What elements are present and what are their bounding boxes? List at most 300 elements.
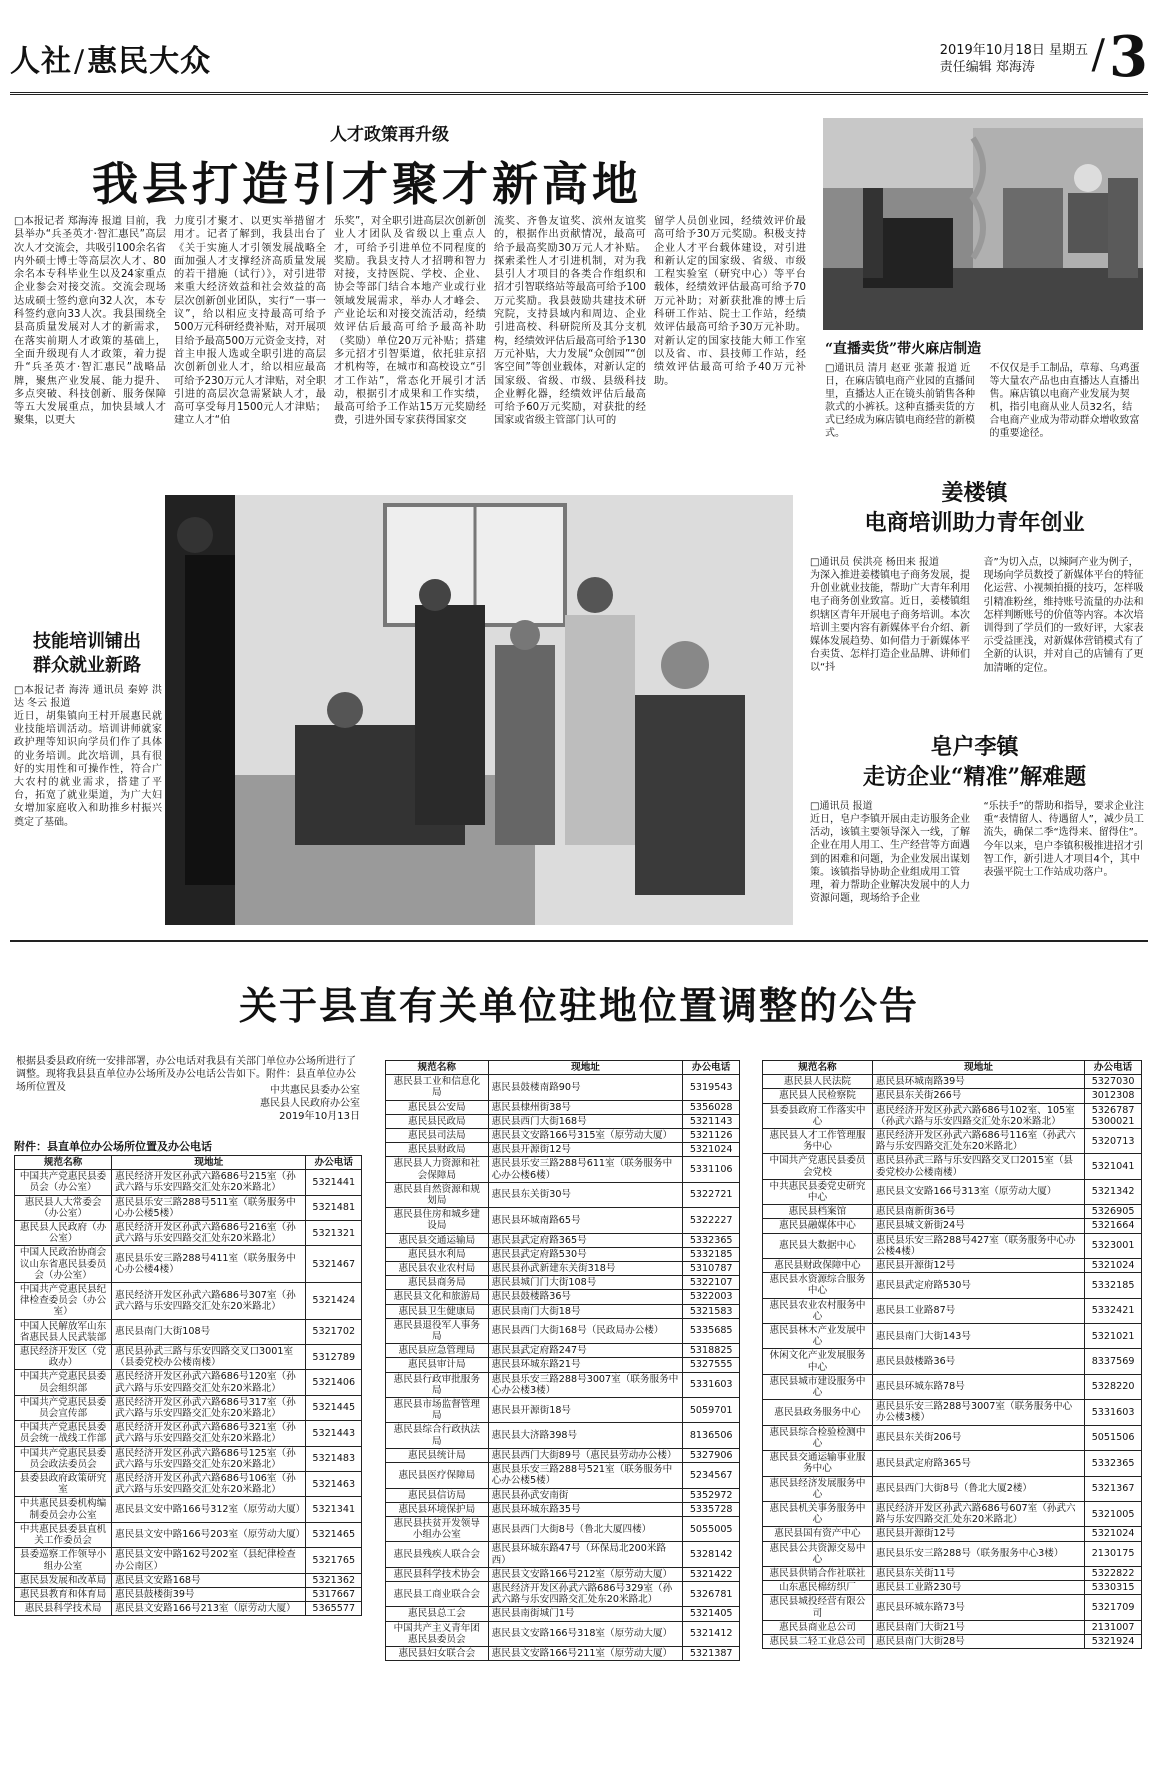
phone-cell: 5320713 <box>1085 1129 1142 1154</box>
unit-name-cell: 惠民县残疾人联合会 <box>386 1542 489 1567</box>
phone-cell: 5321664 <box>1085 1219 1142 1233</box>
zaohu-body <box>810 800 1145 905</box>
table-row <box>386 1646 740 1660</box>
lead-column: 留学人员创业园，经绩效评价最高可给予30万元奖励。积极支持企业人才平台载体建设，对引进和新认定的国家级、省级、市级工程实验室（研究中心）等平台载体，经绩效评估最高可给予70万元补助；对新获批准的博士后科研工作站、院士工作站，经绩效评估最高可给予30万元补助。对新认定的国家技能大师工作室以及省、市、县技师工作站，经绩效评估最高可给予40万元补助。 <box>654 216 806 387</box>
jineng-byline: □本报记者 海涛 通讯员 秦婷 洪达 冬云 报道 <box>14 685 162 709</box>
zaohu-col2: “乐扶手”的帮助和指导，要求企业注重“表情留人、待遇留人”，减少员工流失，确保二季“选得来、留得住”。今年以来，皂户李镇积极推进招才引智工作，新引进人才项目4个，其中表强平院士工作站成功落户。 <box>983 801 1144 879</box>
address-cell: 惠民县孙武安南街 <box>488 1488 683 1502</box>
table-body <box>15 1170 362 1616</box>
table-row <box>15 1370 362 1395</box>
phone-cell: 5321412 <box>683 1621 740 1646</box>
address-cell: 惠民经济开发区孙武六路686号321室（孙武六路与乐安四路交汇处东20米路北） <box>112 1421 306 1446</box>
col-header-phone: 办公电话 <box>306 1156 362 1170</box>
jianglou-col <box>810 556 972 675</box>
table-row <box>15 1587 362 1601</box>
address-cell: 惠民经济开发区孙武六路686号120室（孙武六路与乐安四路交汇处东20米路北） <box>112 1370 306 1395</box>
address-table-3 <box>762 1060 1142 1649</box>
unit-name-cell: 县委巡察工作领导小组办公室 <box>15 1548 112 1573</box>
training-photo <box>165 495 793 925</box>
unit-name-cell: 中国人民解放军山东省惠民县人民武装部 <box>15 1319 112 1344</box>
column-name: 惠民大众 <box>87 44 212 79</box>
address-cell: 惠民县西门大街89号（惠民县劳动办公楼） <box>488 1448 683 1462</box>
phone-cell: 5321143 <box>683 1114 740 1128</box>
jianglou-col2: 音”为切入点，以辣阿产业为例子，现场向学员数授了新媒体平台的特征化运营、小视频拍摄的技巧，怎样吸引精准粉丝，维持账号流量的办法和怎样判断账号的价值等内容。本次培训得到了学员们的一致好评，大家表示受益匪浅，对新媒体营销模式有了全新的认识，并对自己的店铺有了更加清晰的定位。 <box>983 557 1144 674</box>
address-cell: 惠民经济开发区孙武六路686号215室（孙武六路与乐安四路交汇处东20米路北） <box>112 1170 306 1195</box>
livestream-caption: “直播卖货”带火麻店制造 <box>825 341 982 357</box>
phone-cell: 5321024 <box>1085 1527 1142 1541</box>
address-cell: 惠民县环城南路65号 <box>488 1208 683 1233</box>
signature-date: 2019年10月13日 <box>279 1111 360 1122</box>
address-cell: 惠民县环城东路47号（环保局北200米路西） <box>488 1542 683 1567</box>
phone-cell: 5321445 <box>306 1395 362 1420</box>
address-cell: 惠民县大济路398号 <box>488 1423 683 1448</box>
address-cell: 惠民县西门大街8号（鲁北大厦2楼） <box>872 1476 1084 1501</box>
phone-cell: 5321483 <box>306 1446 362 1471</box>
page-slash: / <box>1091 32 1106 78</box>
unit-name-cell: 中共惠民县委机构编制委员会办公室 <box>15 1497 112 1522</box>
col-header-address: 现地址 <box>872 1061 1084 1075</box>
phone-cell: 5326781 <box>683 1581 740 1606</box>
phone-cell: 8136506 <box>683 1423 740 1448</box>
table-row <box>15 1395 362 1420</box>
phone-cell: 5321321 <box>306 1221 362 1246</box>
address-cell: 惠民县开源街12号 <box>872 1259 1084 1273</box>
unit-name-cell: 中共惠民县委县直机关工作委员会 <box>15 1522 112 1547</box>
table-row <box>763 1501 1142 1526</box>
address-cell: 惠民县工业路230号 <box>872 1581 1084 1595</box>
address-cell: 惠民县武定府路247号 <box>488 1344 683 1358</box>
unit-name-cell: 中共惠民县委党史研究中心 <box>763 1179 873 1204</box>
phone-cell: 5318825 <box>683 1344 740 1358</box>
page-number-value: 3 <box>1109 24 1148 90</box>
unit-name-cell: 惠民县医疗保障局 <box>386 1463 489 1488</box>
address-cell: 惠民县孙武新建东关街318号 <box>488 1262 683 1276</box>
unit-name-cell: 中国共产党惠民县委员会组织部 <box>15 1370 112 1395</box>
address-cell: 惠民县文安路166号318室（原劳动大厦） <box>488 1621 683 1646</box>
phone-cell: 5352972 <box>683 1488 740 1502</box>
phone-cell: 5321441 <box>306 1170 362 1195</box>
zaohu-byline: □通讯员 报道 <box>810 801 873 812</box>
address-cell: 惠民县西门大街8号（鲁北大厦四楼） <box>488 1516 683 1541</box>
col-header-phone: 办公电话 <box>683 1061 740 1075</box>
phone-cell: 5317667 <box>306 1587 362 1601</box>
livestream-text-col: 不仅仅是手工制品，草莓、乌鸡蛋等大量农产品也由直播达人直播出售。麻店镇以电商产业发展为契机，指引电商从业人员32名，结合电商产业成为带动群众增收致富的重要途径。 <box>989 363 1140 439</box>
table-row <box>386 1488 740 1502</box>
table-row <box>386 1621 740 1646</box>
address-table-2 <box>385 1060 740 1661</box>
lead-headline: 我县打造引才聚才新高地 <box>92 157 642 211</box>
unit-name-cell: 山东惠民棉纺织厂 <box>763 1581 873 1595</box>
table-row <box>763 1205 1142 1219</box>
col-header-address: 现地址 <box>488 1061 683 1075</box>
address-cell: 惠民县工业路87号 <box>872 1298 1084 1323</box>
table-row <box>763 1298 1142 1323</box>
unit-name-cell: 惠民县审计局 <box>386 1358 489 1372</box>
phone-cell: 5321342 <box>1085 1179 1142 1204</box>
phone-cell: 5332365 <box>683 1233 740 1247</box>
unit-name-cell: 惠民县退役军人事务局 <box>386 1318 489 1343</box>
lead-body <box>14 215 806 435</box>
zaohu-col <box>810 800 972 905</box>
address-cell: 惠民经济开发区孙武六路686号125室（孙武六路与乐安四路交汇处东20米路北） <box>112 1446 306 1471</box>
table-row <box>15 1221 362 1246</box>
unit-name-cell: 惠民县农业农村服务中心 <box>763 1298 873 1323</box>
phone-cell: 5321467 <box>306 1246 362 1283</box>
address-cell: 惠民县乐安三路288号511室（联务服务中心办公楼5楼） <box>112 1195 306 1220</box>
address-cell: 惠民县孙武三路与乐安四路交叉口2015室（县委党校办公楼南楼） <box>872 1154 1084 1179</box>
jianglou-title-line: 姜楼镇 <box>941 480 1008 506</box>
table-row <box>15 1283 362 1320</box>
unit-name-cell: 中国共产党惠民县委员会（办公室） <box>15 1170 112 1195</box>
table-row <box>763 1075 1142 1089</box>
phone-cell: 5321021 <box>1085 1324 1142 1349</box>
table-row <box>15 1497 362 1522</box>
address-cell: 惠民经济开发区孙武六路686号116室（孙武六路与乐安四路交汇处东20米路北） <box>872 1129 1084 1154</box>
address-cell: 惠民县鼓楼路36号 <box>488 1290 683 1304</box>
table-row <box>763 1219 1142 1233</box>
address-cell: 惠民经济开发区孙武六路686号329室（孙武六路与乐安四路交汇处东20米路北） <box>488 1581 683 1606</box>
phone-cell: 5321583 <box>683 1304 740 1318</box>
address-cell: 惠民县武定府路365号 <box>872 1451 1084 1476</box>
phone-cell: 5322107 <box>683 1276 740 1290</box>
unit-name-cell: 惠民县统计局 <box>386 1448 489 1462</box>
unit-name-cell: 惠民县行政审批服务局 <box>386 1372 489 1397</box>
address-cell: 惠民县文安路166号211室（原劳动大厦） <box>488 1646 683 1660</box>
unit-name-cell: 中国共产党惠民县委员会政法委员会 <box>15 1446 112 1471</box>
phone-cell: 5330315 <box>1085 1581 1142 1595</box>
unit-name-cell: 惠民县交通运输局 <box>386 1233 489 1247</box>
phone-cell: 5234567 <box>683 1463 740 1488</box>
table-row <box>763 1259 1142 1273</box>
address-cell: 惠民县南街城门1号 <box>488 1607 683 1621</box>
table-row <box>15 1446 362 1471</box>
lead-column: 流奖、齐鲁友谊奖、滨州友谊奖的，根据作出贡献情况，最高可给予最高奖励30万元人才补贴。探索柔性人才引进机制，对为我县引人才项目的各类合作组织和招才引智联络站等最高可给予100万元奖励。我县鼓励共建技术研究院，支持县域内和周边、企业引进高校、科研院所及其分支机构，经绩效评估后最高可给予130万元补贴，大力发展“众创园”“创客空间”等创业载体，对新认定的国家级、省级、市级、县级科技企业孵化器，经绩效评估后最高可给予60万元奖励，对获批的经国家或省级主管部门认可的 <box>494 216 646 427</box>
phone-cell: 5321405 <box>683 1607 740 1621</box>
address-cell: 惠民县南门大街18号 <box>488 1304 683 1318</box>
section-name: 人社 <box>10 44 72 79</box>
address-cell: 惠民县文安路166号212室（原劳动大厦） <box>488 1567 683 1581</box>
address-cell: 惠民县乐安三路288号（联务服务中心3楼） <box>872 1541 1084 1566</box>
unit-name-cell: 中国共产党惠民县纪律检查委员会（办公室） <box>15 1283 112 1320</box>
address-cell: 惠民县武定府路365号 <box>488 1233 683 1247</box>
table-row <box>386 1290 740 1304</box>
address-cell: 惠民县文安中路166号312室（原劳动大厦） <box>112 1497 306 1522</box>
table-row <box>386 1233 740 1247</box>
unit-name-cell: 中国共产党惠民县委员会统一战线工作部 <box>15 1421 112 1446</box>
address-cell: 惠民县乐安三路288号521室（联务服务中心办公楼5楼） <box>488 1463 683 1488</box>
phone-cell: 5321005 <box>1085 1501 1142 1526</box>
phone-cell: 5321406 <box>306 1370 362 1395</box>
table-row <box>763 1541 1142 1566</box>
table-row <box>763 1154 1142 1179</box>
issue-editor: 责任编辑 郑海涛 <box>939 60 1035 75</box>
unit-name-cell: 县委县政府工作落实中心 <box>763 1103 873 1128</box>
address-cell: 惠民县文安路166号313室（原劳动大厦） <box>872 1179 1084 1204</box>
phone-cell: 5328220 <box>1085 1374 1142 1399</box>
phone-cell: 5321443 <box>306 1421 362 1446</box>
table-row <box>763 1425 1142 1450</box>
title-slash: / <box>74 44 86 79</box>
table-row <box>763 1595 1142 1620</box>
masthead-rule <box>10 92 1148 95</box>
phone-cell: 5321463 <box>306 1472 362 1497</box>
table-row <box>386 1581 740 1606</box>
address-cell: 惠民县环城东路35号 <box>488 1502 683 1516</box>
address-cell: 惠民县武定府路530号 <box>872 1273 1084 1298</box>
unit-name-cell: 惠民县文化和旅游局 <box>386 1290 489 1304</box>
unit-name-cell: 惠民县综合行政执法局 <box>386 1423 489 1448</box>
table-row <box>763 1476 1142 1501</box>
zaohu-title-line: 走访企业“精准”解难题 <box>862 764 1087 790</box>
unit-name-cell: 惠民县人民政府（办公室） <box>15 1221 112 1246</box>
jianglou-byline: □通讯员 侯洪亮 杨田来 报道 <box>810 557 939 568</box>
table-row <box>386 1114 740 1128</box>
unit-name-cell: 惠民县人才工作管理服务中心 <box>763 1129 873 1154</box>
address-cell: 惠民县南门大街28号 <box>872 1634 1084 1648</box>
unit-name-cell: 惠民县住房和城乡建设局 <box>386 1208 489 1233</box>
table-row <box>386 1129 740 1143</box>
phone-cell: 5327555 <box>683 1358 740 1372</box>
table-row <box>386 1502 740 1516</box>
table-row <box>763 1324 1142 1349</box>
phone-cell: 5321341 <box>306 1497 362 1522</box>
phone-cell: 5055005 <box>683 1516 740 1541</box>
phone-cell: 5321465 <box>306 1522 362 1547</box>
phone-cell: 5321422 <box>683 1567 740 1581</box>
unit-name-cell: 惠民县经济发展服务中心 <box>763 1476 873 1501</box>
phone-cell: 5332421 <box>1085 1298 1142 1323</box>
notice-signature <box>230 1084 360 1123</box>
phone-cell: 2131007 <box>1085 1620 1142 1634</box>
zaohu-col1: 近日，皂户李镇开展由走访服务企业活动，该镇主要领导深入一线，了解企业在用人用工、生产经营等方面遇到的困难和问题，为企业发展出谋划策。该镇指导协助企业组成用工管理，着力帮助企业解决发展中的人力资源问题，现场给予企业 <box>810 814 970 905</box>
unit-name-cell: 惠民县教育和体育局 <box>15 1587 112 1601</box>
unit-name-cell: 惠民县水资源综合服务中心 <box>763 1273 873 1298</box>
unit-name-cell: 惠民县农业农村局 <box>386 1262 489 1276</box>
unit-name-cell: 惠民县人力资源和社会保障局 <box>386 1157 489 1182</box>
phone-cell: 2130175 <box>1085 1541 1142 1566</box>
table-header-row <box>763 1061 1142 1075</box>
phone-cell: 5322003 <box>683 1290 740 1304</box>
table-row <box>386 1423 740 1448</box>
phone-cell: 5331603 <box>683 1372 740 1397</box>
phone-cell: 5051506 <box>1085 1425 1142 1450</box>
table-row <box>386 1208 740 1233</box>
address-cell: 惠民经济开发区孙武六路686号607室（孙武六路与乐安四路交汇处东20米路北） <box>872 1501 1084 1526</box>
table-row <box>386 1262 740 1276</box>
unit-name-cell: 惠民县政务服务中心 <box>763 1400 873 1425</box>
table-row <box>386 1344 740 1358</box>
phone-cell: 5321765 <box>306 1548 362 1573</box>
table-row <box>386 1182 740 1207</box>
unit-name-cell: 惠民县人民检察院 <box>763 1089 873 1103</box>
table-row <box>763 1634 1142 1648</box>
table-row <box>386 1398 740 1423</box>
table-row <box>763 1620 1142 1634</box>
address-cell: 惠民县乐安三路288号611室（联务服务中心办公楼6楼） <box>488 1157 683 1182</box>
phone-cell: 5321362 <box>306 1573 362 1587</box>
phone-cell: 5335685 <box>683 1318 740 1343</box>
lead-column: 力度引才聚才、以更实举措留才用才。记者了解到，我县出台了《关于实施人才引领发展战略全面加强人才支撑经济高质量发展的若干措施（试行）》，对引进带来重大经济效益和社会效益的高层次创新创业团队，实行“一事一议”，给以相应支持最高可给予500万元科研经费补贴，对开展项目给予最高500万元资金支持，对首主申报人选或全职引进的高层次创新创业人才，给以相应最高可给予230万元人才津贴，对全职引进的高层次急需紧缺人才，最高可享受每月1500元人才津贴；建立人才“伯 <box>174 216 326 427</box>
unit-name-cell: 惠民县财政保障中心 <box>763 1259 873 1273</box>
unit-name-cell: 惠民县科学技术协会 <box>386 1567 489 1581</box>
table-row <box>763 1349 1142 1374</box>
notice-intro: 根据县委县政府统一安排部署，办公电话对我县有关部门单位办公场所进行了调整。现将我县县直单位办公场所及办公电话公告如下。附件：县直单位办公场所位置及 <box>16 1056 356 1093</box>
unit-name-cell: 惠民县水利局 <box>386 1247 489 1261</box>
unit-name-cell: 惠民县公安局 <box>386 1100 489 1114</box>
table-row <box>15 1573 362 1587</box>
table-row <box>15 1472 362 1497</box>
phone-cell: 5332365 <box>1085 1451 1142 1476</box>
unit-name-cell: 惠民县工业和信息化局 <box>386 1075 489 1100</box>
signature-line: 惠民县人民政府办公室 <box>260 1098 360 1109</box>
unit-name-cell: 中国共产主义青年团惠民县委员会 <box>386 1621 489 1646</box>
phone-cell: 5335728 <box>683 1502 740 1516</box>
table-row <box>763 1374 1142 1399</box>
address-cell: 惠民县鼓楼路36号 <box>872 1349 1084 1374</box>
unit-name-cell: 惠民县总工会 <box>386 1607 489 1621</box>
phone-cell: 5331603 <box>1085 1400 1142 1425</box>
unit-name-cell: 惠民县大数据中心 <box>763 1233 873 1258</box>
unit-name-cell: 惠民县城投经营有限公司 <box>763 1595 873 1620</box>
table-body <box>386 1075 740 1661</box>
jianglou-title-line: 电商培训助力青年创业 <box>864 510 1085 536</box>
address-cell: 惠民县西门大街168号（民政局办公楼） <box>488 1318 683 1343</box>
address-cell: 惠民县开源街12号 <box>488 1143 683 1157</box>
table-row <box>763 1103 1142 1128</box>
unit-name-cell: 惠民县司法局 <box>386 1129 489 1143</box>
phone-cell: 5312789 <box>306 1345 362 1370</box>
table-row <box>386 1358 740 1372</box>
address-cell: 惠民县东关街11号 <box>872 1566 1084 1580</box>
address-cell: 惠民县棣州街38号 <box>488 1100 683 1114</box>
phone-cell: 5321481 <box>306 1195 362 1220</box>
table-row <box>386 1304 740 1318</box>
jineng-title-line: 群众就业新路 <box>33 655 141 676</box>
table-row <box>386 1157 740 1182</box>
table-row <box>763 1581 1142 1595</box>
phone-cell: 3012308 <box>1085 1089 1142 1103</box>
address-cell: 惠民县城文新街24号 <box>872 1219 1084 1233</box>
table-row <box>763 1566 1142 1580</box>
table-row <box>386 1075 740 1100</box>
unit-name-cell: 惠民县卫生健康局 <box>386 1304 489 1318</box>
unit-name-cell: 惠民县林木产业发展中心 <box>763 1324 873 1349</box>
table-row <box>386 1542 740 1567</box>
phone-cell: 5328142 <box>683 1542 740 1567</box>
unit-name-cell: 惠民县民政局 <box>386 1114 489 1128</box>
address-cell: 惠民县鼓楼南路90号 <box>488 1075 683 1100</box>
address-cell: 惠民县鼓楼街39号 <box>112 1587 306 1601</box>
unit-name-cell: 中国共产党惠民县委员会宣传部 <box>15 1395 112 1420</box>
address-cell: 惠民县文安路166号315室（原劳动大厦） <box>488 1129 683 1143</box>
address-cell: 惠民经济开发区孙武六路686号307室（孙武六路与乐安四路交汇处东20米路北） <box>112 1283 306 1320</box>
address-cell: 惠民县环城南路39号 <box>872 1075 1084 1089</box>
unit-name-cell: 惠民县信访局 <box>386 1488 489 1502</box>
unit-name-cell: 惠民县财政局 <box>386 1143 489 1157</box>
phone-cell: 5331106 <box>683 1157 740 1182</box>
table-body <box>763 1075 1142 1649</box>
table-row <box>763 1400 1142 1425</box>
table-row <box>386 1276 740 1290</box>
phone-cell: 5310787 <box>683 1262 740 1276</box>
col-header-name: 规范名称 <box>15 1156 112 1170</box>
table-row <box>386 1607 740 1621</box>
unit-name-cell: 惠民县供销合作社联社 <box>763 1566 873 1580</box>
phone-cell: 5322822 <box>1085 1566 1142 1580</box>
table-row <box>386 1463 740 1488</box>
masthead <box>10 24 1148 90</box>
unit-name-cell: 惠民县环境保护局 <box>386 1502 489 1516</box>
address-cell: 惠民经济开发区孙武六路686号216室（孙武六路与乐安四路交汇处东20米路北） <box>112 1221 306 1246</box>
table-row <box>386 1318 740 1343</box>
unit-name-cell: 惠民县综合检验检测中心 <box>763 1425 873 1450</box>
livestream-text-col: □通讯员 清月 赵亚 张萧 报道 近日，在麻店镇电商产业园的直播间里，直播达人正在镜头前销售各种款式的小裤袄。这种直播卖货的方式已经成为麻店镇电商经营的新模式。 <box>825 363 975 439</box>
unit-name-cell: 惠民县发展和改革局 <box>15 1573 112 1587</box>
table-row <box>763 1233 1142 1258</box>
address-cell: 惠民县开源街12号 <box>872 1527 1084 1541</box>
phone-cell: 5323001 <box>1085 1233 1142 1258</box>
unit-name-cell: 惠民县商务局 <box>386 1276 489 1290</box>
table-row <box>386 1143 740 1157</box>
unit-name-cell: 中国共产党惠民县委员会党校 <box>763 1154 873 1179</box>
address-cell: 惠民县文安路166号213室（原劳动大厦） <box>112 1602 306 1616</box>
table-row <box>763 1179 1142 1204</box>
address-cell: 惠民县南新街36号 <box>872 1205 1084 1219</box>
address-cell: 惠民县环城东路78号 <box>872 1374 1084 1399</box>
address-cell: 惠民县东关街266号 <box>872 1089 1084 1103</box>
jineng-body <box>14 684 162 829</box>
address-cell: 惠民县文安路168号 <box>112 1573 306 1587</box>
phone-cell: 5321924 <box>1085 1634 1142 1648</box>
jianglou-heading <box>802 478 1147 538</box>
address-cell: 惠民经济开发区孙武六路686号317室（孙武六路与乐安四路交汇处东20米路北） <box>112 1395 306 1420</box>
address-cell: 惠民县乐安三路288号411室（联务服务中心办公楼4楼） <box>112 1246 306 1283</box>
signature-line: 中共惠民县委办公室 <box>270 1085 360 1096</box>
address-cell: 惠民县东关街206号 <box>872 1425 1084 1450</box>
unit-name-cell: 惠民县自然资源和规划局 <box>386 1182 489 1207</box>
address-cell: 惠民县环城东路73号 <box>872 1595 1084 1620</box>
lead-column: 乐奖”，对全职引进高层次创新创业人才团队及省级以上重点人才，可给予引进单位不同程度的奖励。我县支持人才招聘和智力对接，支持医院、学校、企业、协会等部门结合本地产业或行业领域发展需求，举办人才峰会、产业论坛和对接交流活动，经绩效评估后最高可给予最高补助（奖励）单位20万元补贴；搭建多元招才引智渠道，依托驻京招才机构等，在城市和高校设立“引才工作站”，常态化开展引才活动，根据引才成果和工作实绩，最高可给予工作站15万元奖励经费，引进外国专家获得国家交 <box>334 216 486 427</box>
unit-name-cell: 惠民县机关事务服务中心 <box>763 1501 873 1526</box>
unit-name-cell: 惠民县国有资产中心 <box>763 1527 873 1541</box>
table-row <box>15 1319 362 1344</box>
phone-cell: 5365577 <box>306 1602 362 1616</box>
unit-name-cell: 惠民县市场监督管理局 <box>386 1398 489 1423</box>
phone-cell: 5059701 <box>683 1398 740 1423</box>
address-cell: 惠民县孙武三路与乐安四路交叉口3001室（县委党校办公楼南楼） <box>112 1345 306 1370</box>
table-row <box>763 1089 1142 1103</box>
table-row <box>763 1273 1142 1298</box>
col-header-name: 规范名称 <box>763 1061 873 1075</box>
address-cell: 惠民县文安中路162号202室（县纪律检查办公南区） <box>112 1548 306 1573</box>
unit-name-cell: 惠民县工商业联合会 <box>386 1581 489 1606</box>
table-row <box>15 1246 362 1283</box>
phone-cell: 5327030 <box>1085 1075 1142 1089</box>
jineng-text: 近日，胡集镇向王村开展惠民就业技能培训活动。培训讲师就家政护理等知识向学员们作了具体的业务培训。此次培训，具有很好的实用性和可操作性，符合广大农村的就业需求，搭建了平台，拓宽了就业渠道，为广大妇女增加家庭收入和助推乡村振兴奠定了基础。 <box>14 711 162 828</box>
section-title <box>10 36 211 80</box>
jianglou-col1: 为深入推进姜楼镇电子商务发展，提升创业就业技能，帮助广大青年利用电子商务创业致富。近日，姜楼镇组织辖区青年开展电子商务培训。本次培训主要内容有新媒体平台介绍、新媒体发展趋势、如何借力于新媒体平台卖货、怎样打造企业品牌、讲师们以“抖 <box>810 570 970 674</box>
address-table-1 <box>14 1155 362 1616</box>
address-cell: 惠民县开源街18号 <box>488 1398 683 1423</box>
table-row <box>763 1451 1142 1476</box>
address-cell: 惠民县城门门大街108号 <box>488 1276 683 1290</box>
address-cell: 惠民县乐安三路288号3007室（联务服务中心办公楼3楼） <box>872 1400 1084 1425</box>
section-divider <box>10 940 1148 942</box>
phone-cell: 5321709 <box>1085 1595 1142 1620</box>
issue-info <box>940 42 1088 76</box>
unit-name-cell: 惠民县科学技术局 <box>15 1602 112 1616</box>
table-row <box>15 1602 362 1616</box>
